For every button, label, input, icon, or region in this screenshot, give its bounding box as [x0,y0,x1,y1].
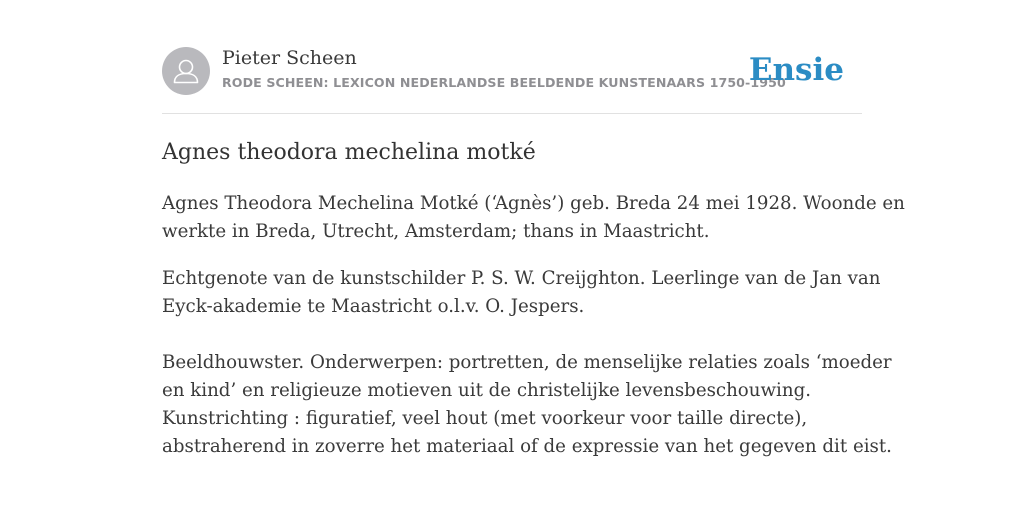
text-line: abstraherend in zoverre het materiaal of de expressie van het gegeven dit eist. [162,436,892,457]
paragraph-biography [162,190,905,246]
author-name[interactable]: Pieter Scheen [222,47,357,69]
text-line: werkte in Breda, Utrecht, Amsterdam; thans in Maastricht. [162,221,710,242]
text-line: Echtgenote van de kunstschilder P. S. W. Creijghton. Leerlinge van de Jan van [162,268,881,289]
text-line: en kind’ en religieuze motieven uit de christelijke levensbeschouwing. [162,380,811,401]
text-line: Beeldhouwster. Onderwerpen: portretten, de menselijke relaties zoals ‘moeder [162,352,892,373]
text-line: Eyck-akademie te Maastricht o.l.v. O. Jespers. [162,296,585,317]
brand-logo[interactable]: Ensie [748,52,844,88]
entry-card [162,0,905,457]
source-title[interactable]: RODE SCHEEN: LEXICON NEDERLANDSE BEELDENDE KUNSTENAARS 1750-1950 [222,75,786,90]
entry-title: Agnes theodora mechelina motké [162,140,536,165]
entry-header [162,0,862,114]
user-icon [162,47,210,95]
paragraph-work [162,349,892,461]
text-line: Agnes Theodora Mechelina Motké (‘Agnès’) geb. Breda 24 mei 1928. Woonde en [162,193,905,214]
author-avatar[interactable] [162,47,210,95]
paragraph-education [162,265,881,321]
text-line: Kunstrichting : figuratief, veel hout (met voorkeur voor taille directe), [162,408,808,429]
